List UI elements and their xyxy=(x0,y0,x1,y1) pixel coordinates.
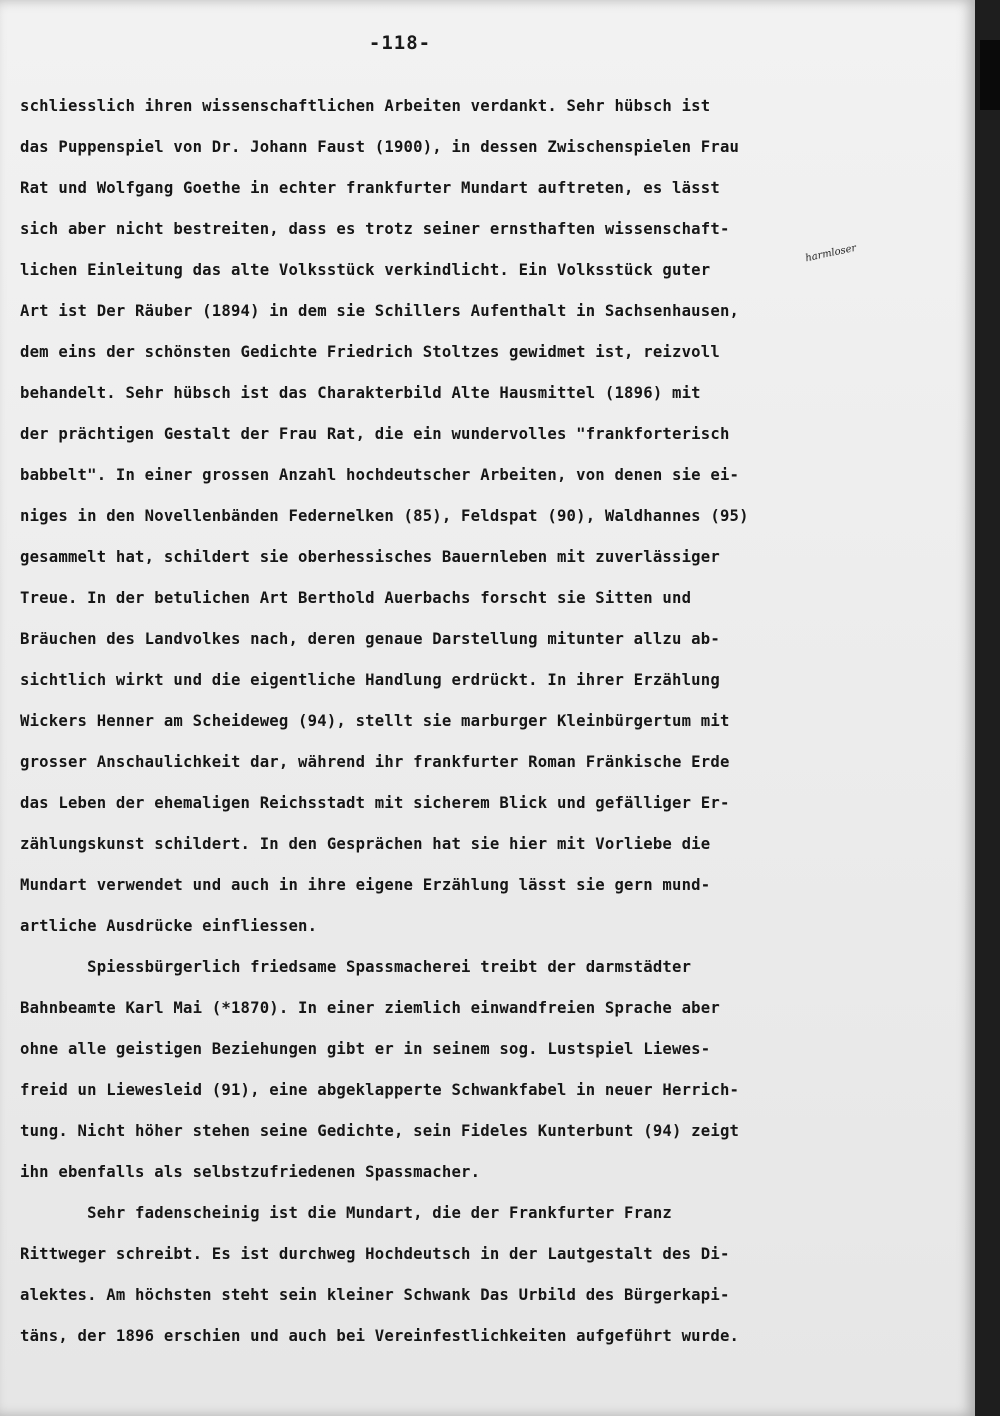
text-line: Mundart verwendet und auch in ihre eigene Erzählung lässt sie gern mund- xyxy=(20,876,711,894)
text-line: zählungskunst schildert. In den Gesprächen hat sie hier mit Vorliebe die xyxy=(20,835,711,853)
text-line: schliesslich ihren wissenschaftlichen Arbeiten verdankt. Sehr hübsch ist xyxy=(20,97,711,115)
text-line: Sehr fadenscheinig ist die Mundart, die der Frankfurter Franz xyxy=(20,1204,672,1222)
text-line: gesammelt hat, schildert sie oberhessisches Bauernleben mit zuverlässiger xyxy=(20,548,720,566)
text-line: sichtlich wirkt und die eigentliche Handlung erdrückt. In ihrer Erzählung xyxy=(20,671,720,689)
text-line: Rat und Wolfgang Goethe in echter frankfurter Mundart auftreten, es lässt xyxy=(20,179,720,197)
text-line: Art ist Der Räuber (1894) in dem sie Schillers Aufenthalt in Sachsenhausen, xyxy=(20,302,740,320)
text-line: ihn ebenfalls als selbstzufriedenen Spassmacher. xyxy=(20,1163,481,1181)
text-line: Bräuchen des Landvolkes nach, deren genaue Darstellung mitunter allzu ab- xyxy=(20,630,720,648)
text-line: täns, der 1896 erschien und auch bei Vereinfestlichkeiten aufgeführt wurde. xyxy=(20,1327,740,1345)
text-line: der prächtigen Gestalt der Frau Rat, die ein wundervolles "frankforterisch xyxy=(20,425,730,443)
text-line: artliche Ausdrücke einfliessen. xyxy=(20,917,318,935)
typewritten-body xyxy=(20,86,970,1357)
text-line: dem eins der schönsten Gedichte Friedrich Stoltzes gewidmet ist, reizvoll xyxy=(20,343,720,361)
page-edge-tab xyxy=(980,40,1000,110)
text-line: babbelt". In einer grossen Anzahl hochdeutscher Arbeiten, von denen sie ei- xyxy=(20,466,740,484)
text-line: Treue. In der betulichen Art Berthold Auerbachs forscht sie Sitten und xyxy=(20,589,692,607)
text-line: sich aber nicht bestreiten, dass es trotz seiner ernsthaften wissenschaft- xyxy=(20,220,730,238)
text-line: Wickers Henner am Scheideweg (94), stellt sie marburger Kleinbürgertum mit xyxy=(20,712,730,730)
text-line: tung. Nicht höher stehen seine Gedichte, sein Fideles Kunterbunt (94) zeigt xyxy=(20,1122,740,1140)
page-number: -118- xyxy=(368,32,432,54)
text-line: behandelt. Sehr hübsch ist das Charakterbild Alte Hausmittel (1896) mit xyxy=(20,384,701,402)
text-line: das Puppenspiel von Dr. Johann Faust (1900), in dessen Zwischenspielen Frau xyxy=(20,138,740,156)
text-line: Spiessbürgerlich friedsame Spassmacherei treibt der darmstädter xyxy=(20,958,692,976)
text-line: alektes. Am höchsten steht sein kleiner Schwank Das Urbild des Bürgerkapi- xyxy=(20,1286,730,1304)
text-line: niges in den Novellenbänden Federnelken (85), Feldspat (90), Waldhannes (95) xyxy=(20,507,749,525)
text-line: lichen Einleitung das alte Volksstück verkindlicht. Ein Volksstück guter xyxy=(20,261,711,279)
text-line: Rittweger schreibt. Es ist durchweg Hochdeutsch in der Lautgestalt des Di- xyxy=(20,1245,730,1263)
text-line: freid un Liewesleid (91), eine abgeklapperte Schwankfabel in neuer Herrich- xyxy=(20,1081,740,1099)
text-line: grosser Anschaulichkeit dar, während ihr frankfurter Roman Fränkische Erde xyxy=(20,753,730,771)
text-line: das Leben der ehemaligen Reichsstadt mit sicherem Blick und gefälliger Er- xyxy=(20,794,730,812)
text-line: Bahnbeamte Karl Mai (*1870). In einer ziemlich einwandfreien Sprache aber xyxy=(20,999,720,1017)
text-line: ohne alle geistigen Beziehungen gibt er in seinem sog. Lustspiel Liewes- xyxy=(20,1040,711,1058)
handwritten-annotation: harmloser xyxy=(804,242,858,265)
